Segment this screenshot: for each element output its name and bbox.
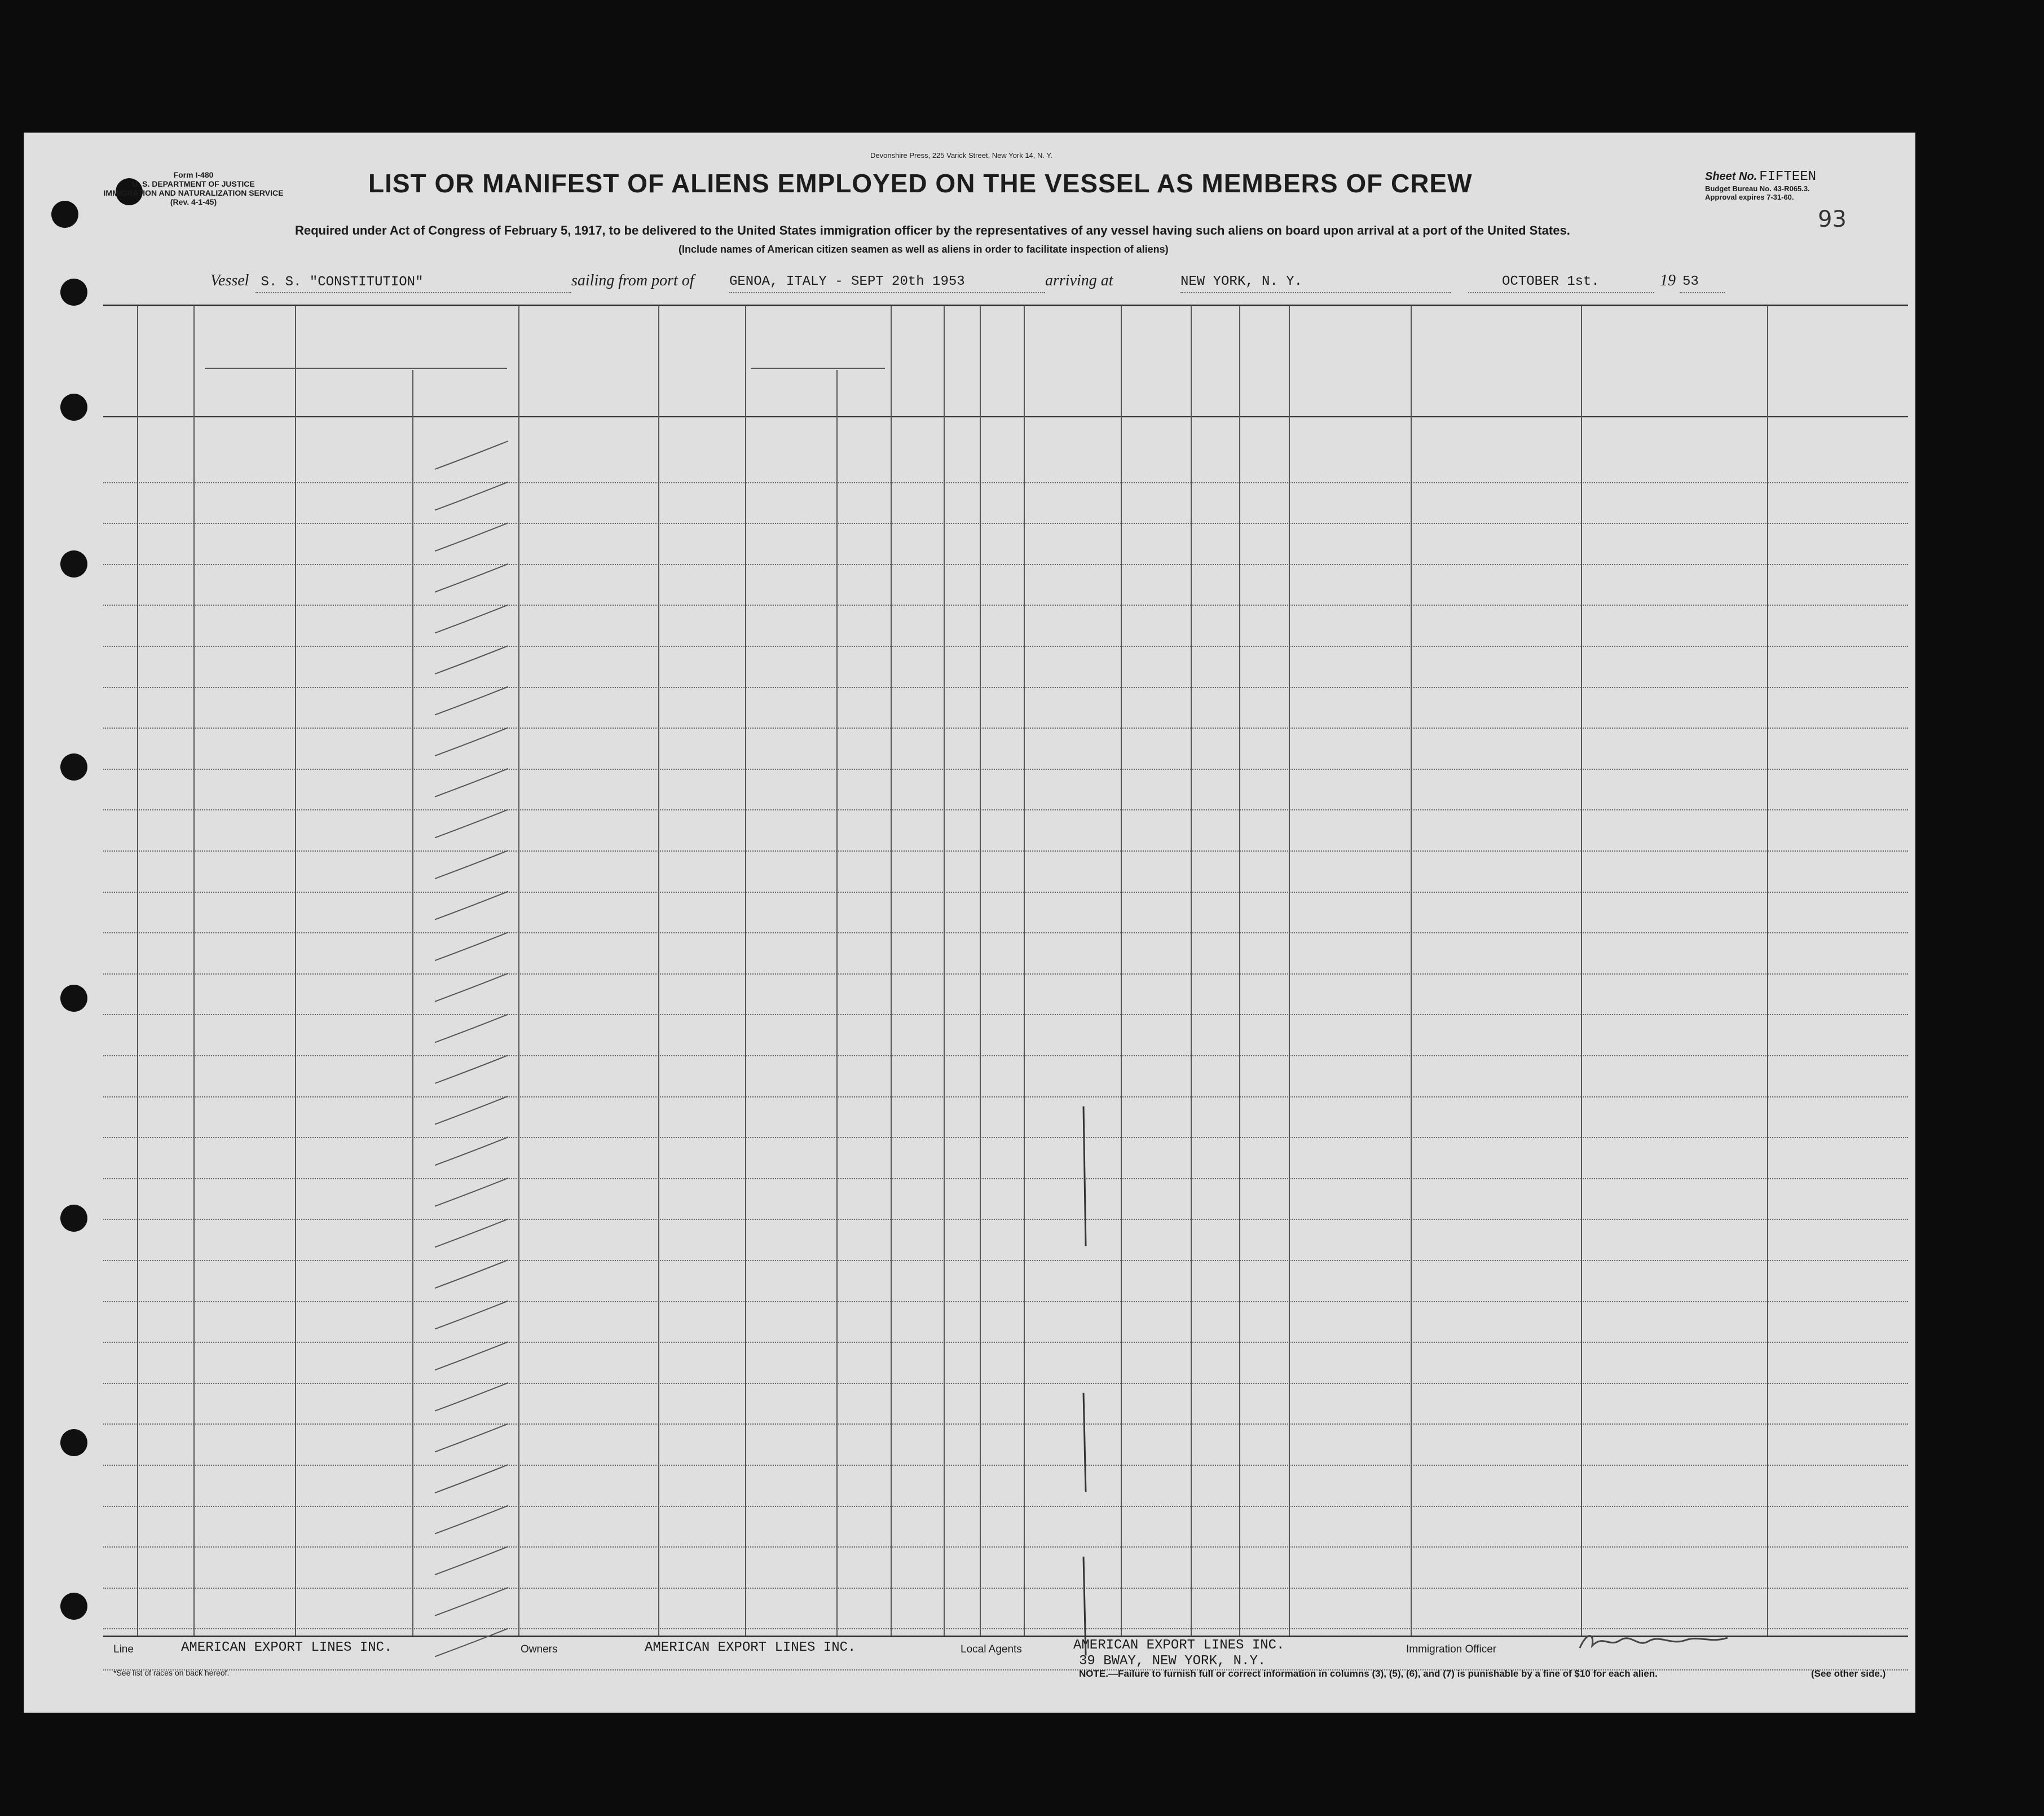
row-rule bbox=[103, 769, 1908, 770]
sheet-label: Sheet No. bbox=[1705, 170, 1757, 183]
form-number: Form I-480 bbox=[173, 170, 214, 179]
revision: (Rev. 4-1-45) bbox=[170, 197, 217, 206]
table-row bbox=[24, 773, 1915, 814]
column-rule bbox=[1289, 306, 1290, 1636]
row-rule bbox=[103, 646, 1908, 647]
manifest-sheet bbox=[24, 133, 1915, 1713]
table-row bbox=[24, 1183, 1915, 1224]
table-row bbox=[24, 1264, 1915, 1306]
column-rule bbox=[1239, 306, 1240, 1636]
table-row bbox=[24, 937, 1915, 978]
agents-label: Local Agents bbox=[961, 1643, 1022, 1655]
sheet-number: FIFTEEN bbox=[1759, 169, 1817, 184]
row-rule bbox=[103, 1546, 1908, 1548]
arrival-date: OCTOBER 1st. bbox=[1502, 274, 1600, 289]
column-rule bbox=[412, 370, 413, 1636]
column-rule bbox=[1024, 306, 1025, 1636]
column-rule bbox=[944, 306, 945, 1636]
arriving-label: arriving at bbox=[1045, 272, 1113, 289]
row-rule bbox=[103, 892, 1908, 893]
table-row bbox=[24, 1510, 1915, 1551]
row-rule bbox=[103, 523, 1908, 524]
row-rule bbox=[103, 1506, 1908, 1507]
table-row bbox=[24, 1019, 1915, 1060]
arrival-year: 53 bbox=[1682, 274, 1699, 289]
penalty-note: NOTE.—Failure to furnish full or correct information in columns (3), (5), (6), and (7) is punishable by a fine of $10 for each alien. bbox=[1079, 1668, 1658, 1679]
column-rule bbox=[1767, 306, 1768, 1636]
row-rule bbox=[103, 728, 1908, 729]
row-rule bbox=[103, 1588, 1908, 1589]
punch-hole bbox=[51, 201, 78, 228]
document-subtitle: Required under Act of Congress of February 5, 1917, to be delivered to the United States immigration officer by the representatives of any vessel having such aliens on board upon arrival at a port of the United States. bbox=[295, 223, 1570, 237]
form-id-block bbox=[92, 170, 295, 206]
document-subnote: (Include names of American citizen seamen as well as aliens in order to facilitate inspection of aliens) bbox=[679, 244, 1169, 255]
column-rule bbox=[295, 306, 296, 1636]
table-row bbox=[24, 1060, 1915, 1101]
approval-expiry: Approval expires 7-31-60. bbox=[1705, 193, 1794, 201]
row-rule bbox=[103, 482, 1908, 483]
table-row bbox=[24, 814, 1915, 855]
column-rule bbox=[1581, 306, 1582, 1636]
row-rule bbox=[103, 850, 1908, 852]
subheader-rule bbox=[205, 368, 507, 369]
table-row bbox=[24, 487, 1915, 528]
table-row bbox=[24, 446, 1915, 487]
agents-name: AMERICAN EXPORT LINES INC. bbox=[1073, 1638, 1285, 1653]
column-rule bbox=[1411, 306, 1412, 1636]
table-row bbox=[24, 527, 1915, 568]
table-row bbox=[24, 978, 1915, 1019]
punch-hole bbox=[60, 394, 87, 421]
table-row bbox=[24, 896, 1915, 937]
service: IMMIGRATION AND NATURALIZATION SERVICE bbox=[103, 188, 284, 197]
row-rule bbox=[103, 932, 1908, 933]
row-rule bbox=[103, 1055, 1908, 1056]
table-row bbox=[24, 1387, 1915, 1429]
sheet-info bbox=[1705, 169, 1816, 201]
line-name: AMERICAN EXPORT LINES INC. bbox=[181, 1640, 393, 1655]
column-rule bbox=[658, 306, 659, 1636]
table-row bbox=[24, 1306, 1915, 1347]
races-note: *See list of races on back hereof. bbox=[113, 1668, 230, 1677]
column-rule bbox=[836, 370, 838, 1636]
column-rule bbox=[137, 306, 138, 1636]
printer-line: Devonshire Press, 225 Varick Street, New York 14, N. Y. bbox=[870, 151, 1052, 160]
budget-number: Budget Bureau No. 43-R065.3. bbox=[1705, 184, 1810, 193]
year-prefix: 19 bbox=[1660, 272, 1676, 289]
punch-hole bbox=[60, 279, 87, 306]
see-other-side: (See other side.) bbox=[1811, 1668, 1886, 1679]
column-rule bbox=[980, 306, 981, 1636]
column-rule bbox=[891, 306, 892, 1636]
sailing-label: sailing from port of bbox=[571, 272, 694, 289]
table-row bbox=[24, 1592, 1915, 1633]
row-rule bbox=[103, 1423, 1908, 1425]
officer-signature bbox=[1575, 1629, 1733, 1657]
column-rule bbox=[518, 306, 519, 1636]
column-rule bbox=[1121, 306, 1122, 1636]
table-row bbox=[24, 1346, 1915, 1387]
table-row bbox=[24, 650, 1915, 691]
sailing-from: GENOA, ITALY - SEPT 20th 1953 bbox=[729, 274, 965, 289]
department: U. S. DEPARTMENT OF JUSTICE bbox=[132, 179, 255, 188]
table-row bbox=[24, 1223, 1915, 1264]
table-row bbox=[24, 1141, 1915, 1183]
row-rule bbox=[103, 1301, 1908, 1302]
agents-address: 39 BWAY, NEW YORK, N.Y. bbox=[1079, 1654, 1266, 1669]
table-row bbox=[24, 568, 1915, 610]
row-rule bbox=[103, 809, 1908, 810]
table-row bbox=[24, 691, 1915, 733]
vessel-name: S. S. "CONSTITUTION" bbox=[261, 275, 424, 290]
column-rule bbox=[193, 306, 195, 1636]
arriving-at: NEW YORK, N. Y. bbox=[1180, 274, 1303, 289]
voyage-line bbox=[210, 272, 423, 290]
row-rule bbox=[103, 1096, 1908, 1097]
owners-label: Owners bbox=[521, 1643, 558, 1655]
table-row bbox=[24, 732, 1915, 773]
table-row bbox=[24, 1551, 1915, 1592]
row-rule bbox=[103, 605, 1908, 606]
row-rule bbox=[103, 1137, 1908, 1138]
row-rule bbox=[103, 1383, 1908, 1384]
line-label: Line bbox=[113, 1643, 134, 1655]
page-number: 93 bbox=[1818, 206, 1847, 232]
owners-name: AMERICAN EXPORT LINES INC. bbox=[645, 1640, 856, 1655]
table-row bbox=[24, 1101, 1915, 1142]
document-title: LIST OR MANIFEST OF ALIENS EMPLOYED ON THE VESSEL AS MEMBERS OF CREW bbox=[368, 169, 1473, 198]
table-row bbox=[24, 1469, 1915, 1510]
row-rule bbox=[103, 973, 1908, 975]
row-rule bbox=[103, 1219, 1908, 1220]
row-rule bbox=[103, 564, 1908, 565]
column-rule bbox=[1191, 306, 1192, 1636]
row-rule bbox=[103, 687, 1908, 688]
row-rule bbox=[103, 1014, 1908, 1015]
officer-label: Immigration Officer bbox=[1406, 1643, 1497, 1655]
row-rule bbox=[103, 1342, 1908, 1343]
row-rule bbox=[103, 1178, 1908, 1179]
subheader-rule bbox=[751, 368, 885, 369]
vessel-label: Vessel bbox=[210, 272, 249, 289]
row-rule bbox=[103, 1465, 1908, 1466]
column-rule bbox=[745, 306, 746, 1636]
row-rule bbox=[103, 1260, 1908, 1261]
table-row bbox=[24, 609, 1915, 650]
table-row bbox=[24, 1428, 1915, 1469]
table-row bbox=[24, 855, 1915, 896]
